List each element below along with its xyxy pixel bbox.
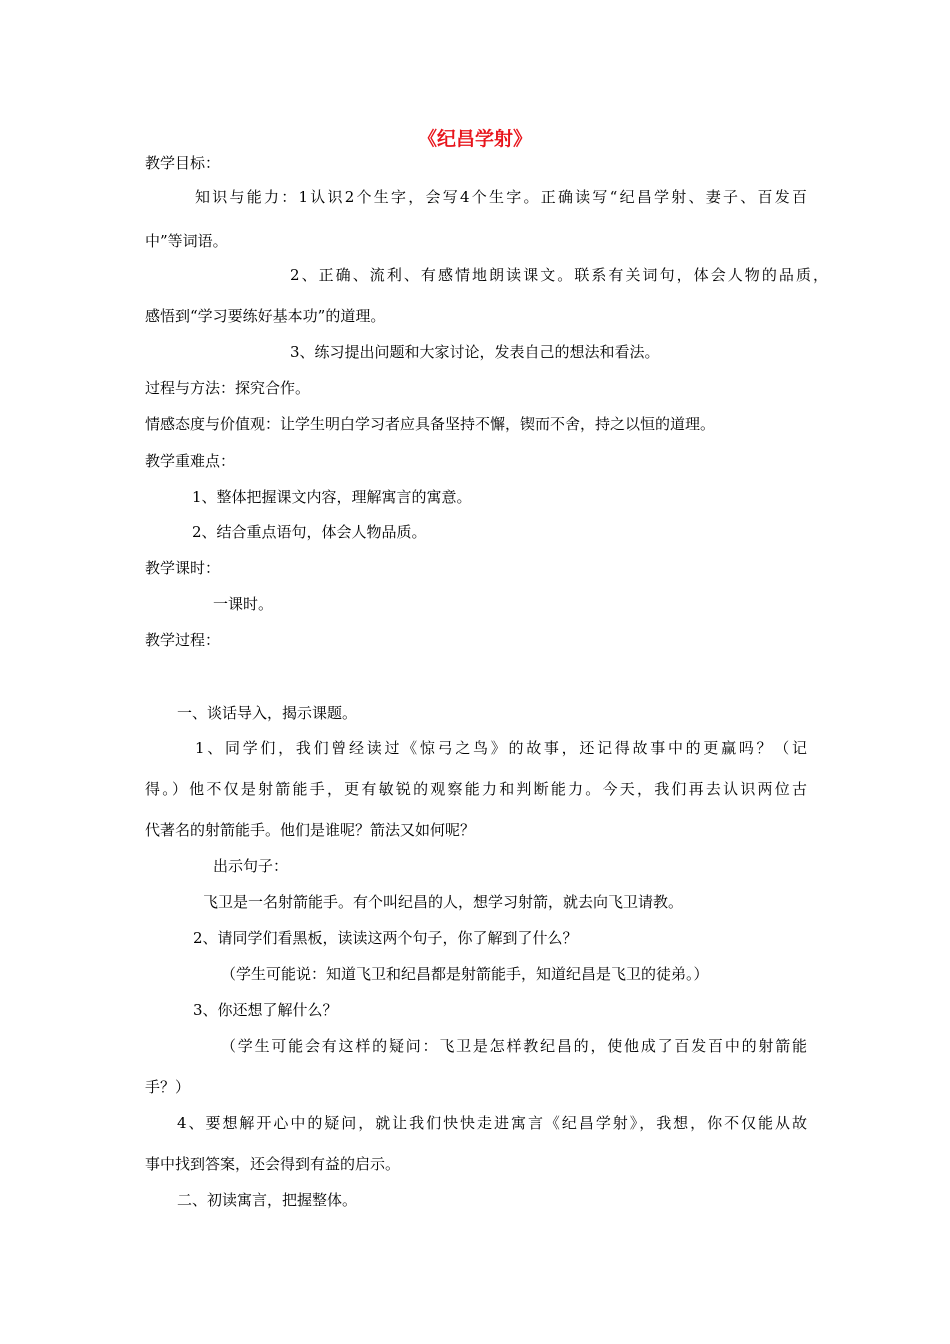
class-hours: 一课时。 — [213, 595, 274, 613]
heading-teaching-goals: 教学目标： — [145, 154, 221, 172]
goal-3: 3、练习提出问题和大家讨论，发表自己的想法和看法。 — [290, 343, 660, 361]
section-2-heading: 二、初读寓言，把握整体。 — [177, 1191, 358, 1209]
goal-2-line-1: 2、正确、流利、有感情地朗读课文。联系有关词句，体会人物的品质， — [290, 266, 828, 284]
para-1-line-2: 得。）他不仅是射箭能手，更有敏锐的观察能力和判断能力。今天，我们再去认识两位古 — [145, 780, 807, 798]
para-4-line-2: 事中找到答案，还会得到有益的启示。 — [145, 1155, 401, 1173]
goal-1-line-1: 知识与能力：1认识2个生字，会写4个生字。正确读写“纪昌学射、妻子、百发百 — [195, 188, 807, 206]
show-sentence-label: 出示句子： — [213, 857, 289, 875]
para-4-line-1: 4、要想解开心中的疑问，就让我们快快走进寓言《纪昌学射》，我想，你不仅能从故 — [177, 1114, 807, 1132]
heading-key-points: 教学重难点： — [145, 452, 236, 470]
goal-2-line-2: 感悟到“学习要练好基本功”的道理。 — [145, 307, 386, 325]
para-2: 2、请同学们看黑板，读读这两个句子，你了解到了什么？ — [193, 929, 578, 947]
emotion-values: 情感态度与价值观：让学生明白学习者应具备坚持不懈，锲而不舍，持之以恒的道理。 — [145, 415, 716, 433]
document-title: 《纪昌学射》 — [417, 128, 532, 150]
para-3-answer-line-2: 手？） — [145, 1078, 191, 1096]
goal-1-line-2: 中”等词语。 — [145, 232, 228, 250]
para-1-line-1: 1、同学们，我们曾经读过《惊弓之鸟》的故事，还记得故事中的更赢吗？（记 — [195, 739, 807, 757]
para-3: 3、你还想了解什么？ — [193, 1001, 338, 1019]
section-1-heading: 一、谈话导入，揭示课题。 — [177, 704, 358, 722]
para-1-line-3: 代著名的射箭能手。他们是谁呢？箭法又如何呢？ — [145, 821, 476, 839]
sentence-text: 飞卫是一名射箭能手。有个叫纪昌的人，想学习射箭，就去向飞卫请教。 — [203, 893, 684, 911]
heading-teaching-process: 教学过程： — [145, 631, 221, 649]
key-point-2: 2、结合重点语句，体会人物品质。 — [192, 523, 427, 541]
heading-class-hours: 教学课时： — [145, 559, 221, 577]
process-method: 过程与方法：探究合作。 — [145, 379, 311, 397]
para-3-answer-line-1: （学生可能会有这样的疑问：飞卫是怎样教纪昌的，使他成了百发百中的射箭能 — [221, 1037, 807, 1055]
para-2-answer: （学生可能说：知道飞卫和纪昌都是射箭能手，知道纪昌是飞卫的徒弟。） — [221, 965, 709, 983]
key-point-1: 1、整体把握课文内容，理解寓言的寓意。 — [192, 488, 472, 506]
